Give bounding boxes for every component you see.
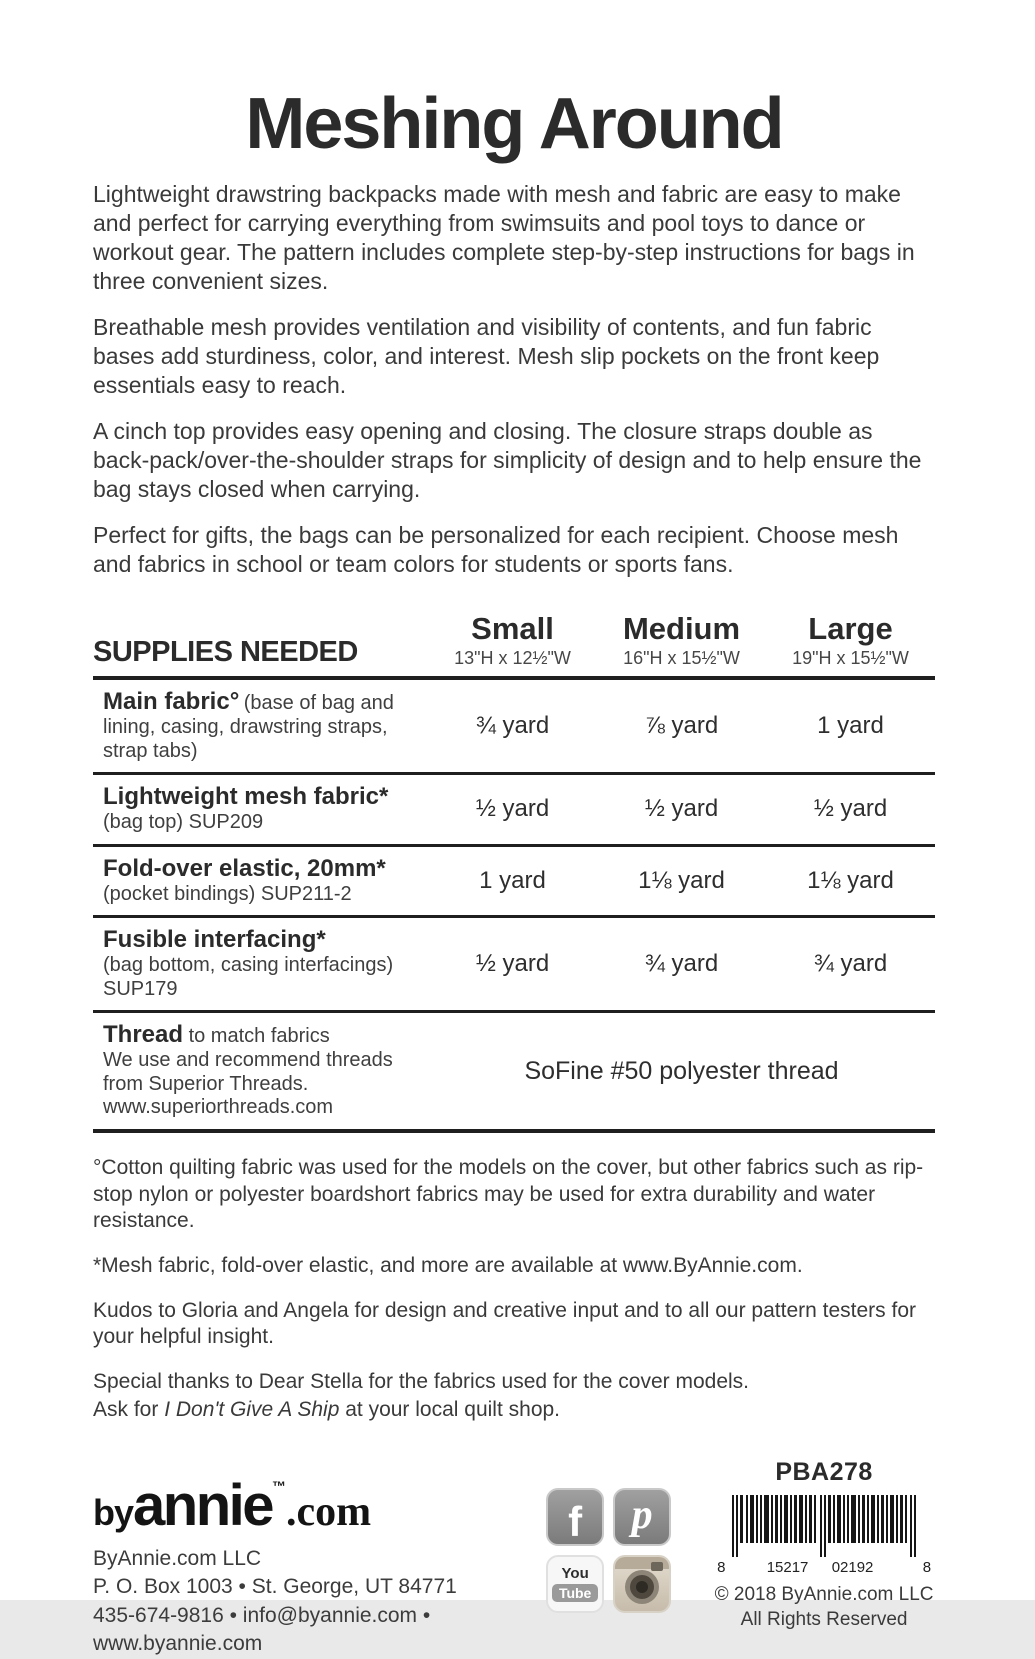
thread-value: SoFine #50 polyester thread xyxy=(524,1056,839,1085)
page-title: Meshing Around xyxy=(245,84,783,164)
row-value-large: ¾ yard xyxy=(813,950,888,978)
column-header-large: Large 19"H x 15½"W xyxy=(792,610,909,669)
pinterest-icon: p xyxy=(613,1488,671,1546)
column-header-medium: Medium 16"H x 15½"W xyxy=(622,610,741,669)
intro-paragraph-3: A cinch top provides easy opening and closing. The closure straps double as back-pack/over-the-shoulder straps for simplicity of design and to help ensure the bag stays closed when carrying. xyxy=(93,417,922,502)
supplies-table xyxy=(93,610,935,1133)
row-value-small: ¾ yard xyxy=(475,712,550,740)
product-block xyxy=(713,1442,935,1658)
thanks-line-2: Ask for I Don't Give A Ship at your local quilt shop. xyxy=(93,1398,561,1422)
barcode-bars xyxy=(731,1495,917,1559)
row-value-medium: 1⅛ yard xyxy=(638,866,725,894)
byannie-logo: by annie ™ .com xyxy=(93,1473,372,1539)
row-value-large: ½ yard xyxy=(813,795,888,823)
footnote-star: *Mesh fabric, fold-over elastic, and more are available at www.ByAnnie.com. xyxy=(93,1253,803,1277)
intro-paragraph-4: Perfect for gifts, the bags can be personalized for each recipient. Choose mesh and fabrics in school or team colors for students or sports fans. xyxy=(93,521,899,577)
row-value-medium: ¾ yard xyxy=(644,950,719,978)
row-label: Fusible interfacing* (bag bottom, casing interfacings) SUP179 xyxy=(103,926,394,1000)
row-value-small: ½ yard xyxy=(475,795,550,823)
barcode-digits: 8 15217 02192 8 xyxy=(717,1559,932,1577)
row-label: Fold-over elastic, 20mm* (pocket bindings) SUP211-2 xyxy=(103,854,386,905)
company-address: P. O. Box 1003 • St. George, UT 84771 xyxy=(93,1575,457,1599)
table-row-mesh-fabric xyxy=(93,775,935,846)
row-label: Thread to match fabrics We use and recommend threads from Superior Threads. www.superiorthreads.com xyxy=(93,1022,428,1120)
thanks-line-1: Special thanks to Dear Stella for the fabrics used for the cover models. xyxy=(93,1369,749,1393)
row-label: Lightweight mesh fabric* (bag top) SUP209 xyxy=(103,783,389,834)
footnote-degree: °Cotton quilting fabric was used for the models on the cover, but other fabrics such as rip-stop nylon or polyester boardshort fabrics may be used for extra durability and water resistance. xyxy=(93,1155,924,1233)
row-value-medium: ½ yard xyxy=(644,795,719,823)
pattern-name-italic: I Don't Give A Ship xyxy=(164,1398,340,1422)
row-value-small: ½ yard xyxy=(475,950,550,978)
table-row-main-fabric xyxy=(93,680,935,775)
footer xyxy=(93,1442,935,1658)
table-row-elastic xyxy=(93,847,935,918)
instagram-icon xyxy=(613,1555,671,1613)
company-name: ByAnnie.com LLC xyxy=(93,1547,262,1571)
row-value-medium: ⅞ yard xyxy=(644,712,719,740)
row-value-small: 1 yard xyxy=(479,866,546,894)
supplies-table-header xyxy=(93,610,935,681)
intro-paragraph-2: Breathable mesh provides ventilation and visibility of contents, and fun fabric bases add sturdiness, color, and interest. Mesh slip pockets on the front keep essentials easy to reach. xyxy=(93,313,880,398)
kudos-note: Kudos to Gloria and Angela for design and creative input and to all our pattern testers for your helpful insight. xyxy=(93,1298,917,1349)
barcode xyxy=(717,1495,931,1575)
notes-section xyxy=(93,1155,935,1424)
intro-paragraph-1: Lightweight drawstring backpacks made with mesh and fabric are easy to make and perfect for carrying everything from swimsuits and pool toys to dance or workout gear. The pattern includes complete step-by-step instructions for bags in three convenient sizes. xyxy=(93,181,915,294)
social-icons xyxy=(546,1488,671,1658)
column-header-small: Small 13"H x 12½"W xyxy=(454,610,571,669)
row-value-large: 1⅛ yard xyxy=(807,866,894,894)
copyright: © 2018 ByAnnie.com LLC All Rights Reserved xyxy=(714,1584,934,1630)
row-value-large: 1 yard xyxy=(817,712,884,740)
row-label: Main fabric° (base of bag and lining, casing, drawstring straps, strap tabs) xyxy=(103,688,394,762)
product-code: PBA278 xyxy=(775,1458,873,1487)
supplies-heading: SUPPLIES NEEDED xyxy=(93,636,358,669)
superior-threads-url: www.superiorthreads.com xyxy=(103,1096,334,1119)
youtube-icon: You Tube xyxy=(546,1555,604,1613)
table-row-thread xyxy=(93,1013,935,1133)
table-row-interfacing xyxy=(93,918,935,1013)
facebook-icon: f xyxy=(546,1488,604,1546)
publisher-block xyxy=(93,1442,546,1658)
company-contact: 435-674-9816 • info@byannie.com • www.byannie.com xyxy=(93,1603,431,1656)
